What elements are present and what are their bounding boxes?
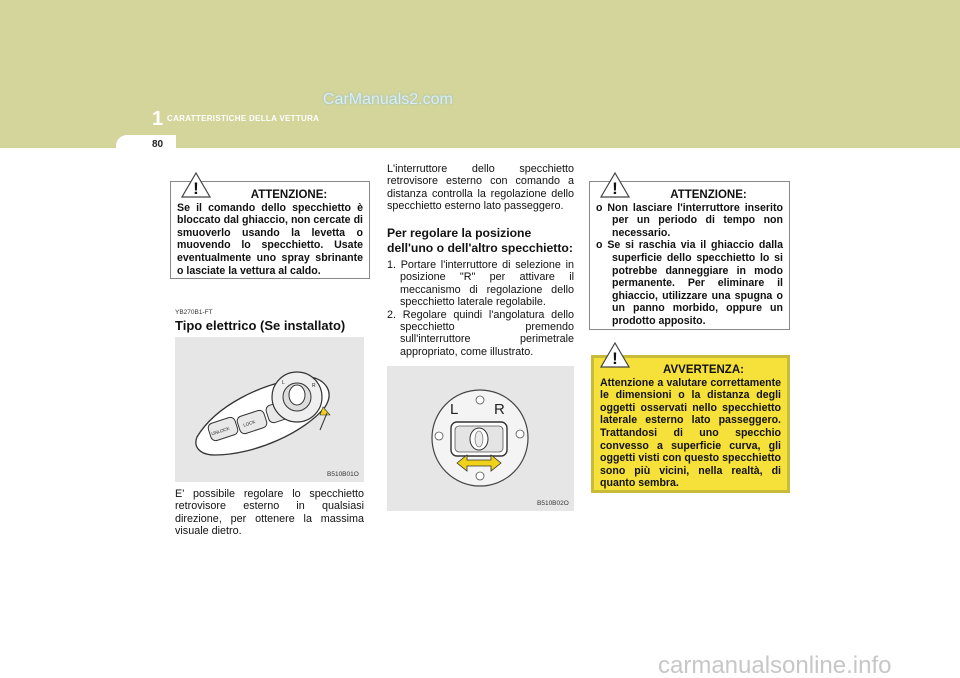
warning-triangle-icon	[600, 172, 630, 198]
page-header	[0, 0, 960, 148]
svg-text:!: !	[193, 179, 199, 198]
caution-text: Se il comando dello specchietto è bloccato dal ghiaccio, non cercate di smuoverlo usando la levetta o muovendo lo specchietto. Usate eventualmente uno spray sbrinante o lasciate la vettura al caldo.	[177, 201, 363, 277]
page-number-tab	[116, 135, 176, 157]
section-title: CARATTERISTICHE DELLA VETTURA	[167, 114, 320, 123]
caution-title: ATTENZIONE:	[670, 189, 747, 201]
figure1-code: B510B01O	[327, 471, 359, 478]
warning-triangle-icon	[181, 172, 211, 198]
warning-triangle-icon	[600, 342, 630, 368]
warning-box	[591, 349, 790, 493]
svg-text:!: !	[612, 179, 618, 198]
fig2-label-l: L	[450, 401, 459, 418]
chapter-number: 1	[152, 108, 164, 130]
caution-item: o Se si raschia via il ghiaccio dalla superficie dello specchietto lo si potrebbe danneggiare in modo permanente. Per eliminare il ghiaccio, utilizzare una spugna o un panno morbido, oppure un prodotto apposito.	[596, 239, 783, 327]
header-watermark[interactable]: CarManuals2.com	[323, 91, 453, 108]
fig1-label-lock: LOCK	[242, 419, 256, 428]
section-heading: Tipo elettrico (Se installato)	[175, 318, 346, 333]
step-list	[387, 259, 574, 358]
middle-subheading: Per regolare la posizione dell'uno o dell'altro specchietto:	[387, 226, 573, 255]
page-number: 80	[152, 139, 164, 150]
lr-switch-illustration	[387, 366, 574, 511]
fig1-label-l: L	[282, 380, 285, 386]
step-item: 2. Regolare quindi l'angolatura dello specchietto premendo sull'interruttore perimetrale appropriato, come illustrato.	[387, 308, 574, 358]
fig2-label-r: R	[494, 401, 505, 418]
figure-mirror-switch	[175, 337, 364, 482]
middle-intro: L'interruttore dello specchietto retrovisore esterno con comando a distanza controlla la regolazione dello specchietto esterno lato passeggero.	[387, 163, 574, 213]
fig1-label-unlock: UNLOCK	[210, 425, 231, 437]
caution-list	[596, 202, 783, 328]
warning-text: Attenzione a valutare correttamente le dimensioni o la distanza degli oggetti osservati nello specchietto laterale esterno lato passeggero. Trattandosi di uno specchio convesso a superficie curva, gli oggetti visti con questo specchietto sono più vicini, nella realtà, di quanto sembra.	[600, 376, 781, 490]
figure2-code: B510B02O	[537, 500, 569, 507]
svg-text:!: !	[612, 349, 618, 368]
fig1-label-r: R	[312, 383, 316, 389]
caution-box-right	[589, 181, 790, 330]
mirror-switch-illustration	[175, 337, 364, 482]
section-code: YB270B1-FT	[175, 309, 213, 316]
left-paragraph: E' possibile regolare lo specchietto retrovisore esterno in qualsiasi direzione, per ottenere la massima visuale dietro.	[175, 488, 364, 538]
caution-item: o Non lasciare l'interruttore inserito per un periodo di tempo non necessario.	[596, 201, 783, 239]
caution-box-left	[170, 181, 370, 279]
footer-watermark[interactable]: carmanualsonline.info	[658, 652, 892, 678]
warning-title: AVVERTENZA:	[663, 364, 744, 376]
caution-title: ATTENZIONE:	[250, 189, 328, 201]
figure-lr-switch	[387, 366, 574, 511]
step-item: 1. Portare l'interruttore di selezione in posizione "R" per attivare il meccanismo di regolazione dello specchietto laterale regolabile.	[387, 259, 574, 309]
